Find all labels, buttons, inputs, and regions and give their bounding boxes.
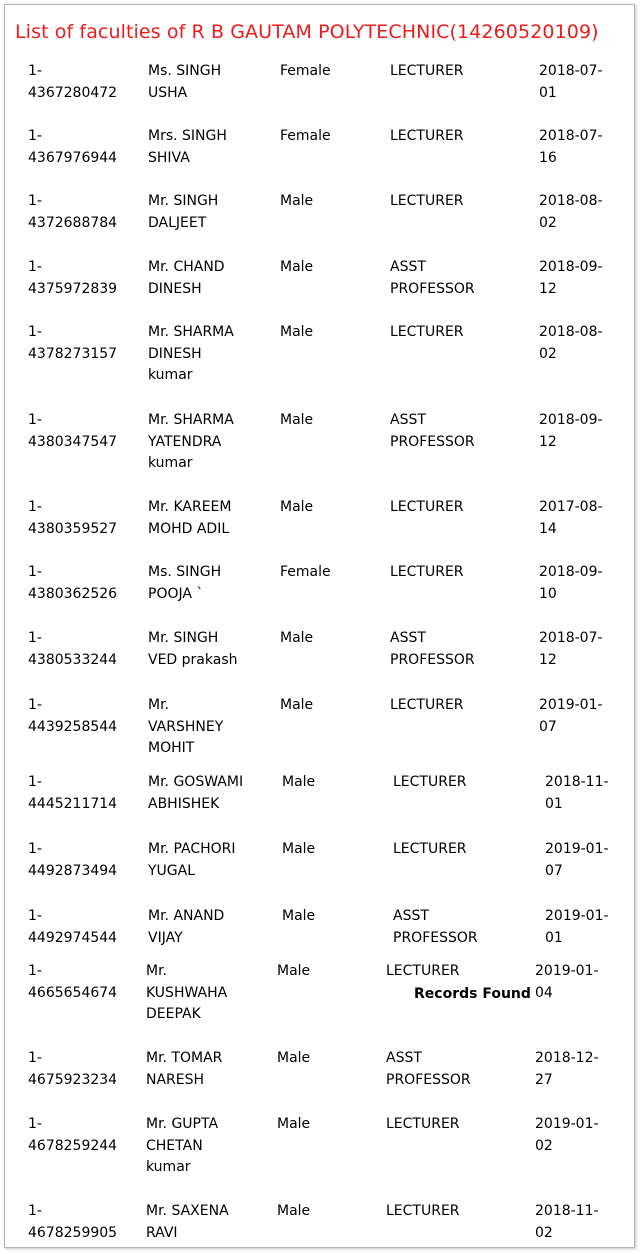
faculty-gender: Male bbox=[277, 1050, 311, 1066]
faculty-join-date: 2019-01- 07 bbox=[545, 841, 609, 879]
faculty-designation: LECTURER bbox=[386, 963, 460, 979]
faculty-id: 1- 4378273157 bbox=[28, 324, 118, 362]
faculty-gender: Male bbox=[280, 259, 314, 275]
faculty-name: Mr. GUPTA CHETAN kumar bbox=[146, 1116, 219, 1176]
faculty-gender: Male bbox=[280, 499, 314, 515]
faculty-designation: ASST PROFESSOR bbox=[390, 259, 475, 297]
faculty-name: Mr. GOSWAMI ABHISHEK bbox=[148, 774, 244, 812]
faculty-id: 1- 4492974544 bbox=[28, 908, 118, 946]
faculty-id: 1- 4367280472 bbox=[28, 63, 118, 101]
faculty-gender: Male bbox=[277, 1116, 311, 1132]
faculty-designation: LECTURER bbox=[393, 841, 467, 857]
faculty-designation: ASST PROFESSOR bbox=[393, 908, 478, 946]
faculty-id: 1- 4675923234 bbox=[28, 1050, 118, 1088]
faculty-gender: Male bbox=[280, 630, 314, 646]
faculty-gender: Male bbox=[282, 841, 316, 857]
faculty-id: 1- 4445211714 bbox=[28, 774, 118, 812]
faculty-id: 1- 4665654674 bbox=[28, 963, 118, 1001]
faculty-name: Mr. TOMAR NARESH bbox=[146, 1050, 223, 1088]
faculty-id: 1- 4372688784 bbox=[28, 193, 118, 231]
faculty-gender: Male bbox=[280, 697, 314, 713]
faculty-name: Mr. SINGH DALJEET bbox=[148, 193, 219, 231]
faculty-id: 1- 4367976944 bbox=[28, 128, 118, 166]
faculty-join-date: 2018-07- 12 bbox=[539, 630, 603, 668]
faculty-name: Mr. SAXENA RAVI bbox=[146, 1203, 229, 1241]
faculty-gender: Male bbox=[280, 324, 314, 340]
faculty-id: 1- 4439258544 bbox=[28, 697, 118, 735]
faculty-name: Ms. SINGH POOJA ` bbox=[148, 564, 222, 602]
faculty-join-date: 2018-12- 27 bbox=[535, 1050, 599, 1088]
faculty-designation: LECTURER bbox=[386, 1116, 460, 1132]
faculty-name: Mr. ANAND VIJAY bbox=[148, 908, 225, 946]
faculty-designation: LECTURER bbox=[390, 499, 464, 515]
faculty-name: Mr. KUSHWAHA DEEPAK bbox=[146, 963, 228, 1023]
faculty-join-date: 2018-09- 12 bbox=[539, 259, 603, 297]
faculty-name: Mr. SINGH VED prakash bbox=[148, 630, 238, 668]
faculty-id: 1- 4380347547 bbox=[28, 412, 118, 450]
faculty-designation: LECTURER bbox=[386, 1203, 460, 1219]
faculty-designation: LECTURER bbox=[393, 774, 467, 790]
faculty-designation: LECTURER bbox=[390, 564, 464, 580]
faculty-join-date: 2019-01- 01 bbox=[545, 908, 609, 946]
faculty-join-date: 2018-09- 10 bbox=[539, 564, 603, 602]
faculty-join-date: 2019-01- 04 bbox=[535, 963, 599, 1001]
faculty-join-date: 2018-11- 02 bbox=[535, 1203, 599, 1241]
faculty-gender: Male bbox=[277, 963, 311, 979]
faculty-join-date: 2018-08- 02 bbox=[539, 324, 603, 362]
faculty-join-date: 2017-08- 14 bbox=[539, 499, 603, 537]
faculty-join-date: 2019-01- 02 bbox=[535, 1116, 599, 1154]
faculty-name: Mr. VARSHNEY MOHIT bbox=[148, 697, 224, 757]
faculty-id: 1- 4492873494 bbox=[28, 841, 118, 879]
faculty-join-date: 2019-01- 07 bbox=[539, 697, 603, 735]
faculty-gender: Female bbox=[280, 564, 331, 580]
faculty-name: Mr. SHARMA DINESH kumar bbox=[148, 324, 234, 384]
faculty-gender: Male bbox=[277, 1203, 311, 1219]
faculty-id: 1- 4380362526 bbox=[28, 564, 118, 602]
faculty-gender: Female bbox=[280, 63, 331, 79]
faculty-id: 1- 4678259244 bbox=[28, 1116, 118, 1154]
faculty-gender: Female bbox=[280, 128, 331, 144]
faculty-designation: ASST PROFESSOR bbox=[386, 1050, 471, 1088]
faculty-designation: LECTURER bbox=[390, 63, 464, 79]
faculty-designation: LECTURER bbox=[390, 128, 464, 144]
page-title: List of faculties of R B GAUTAM POLYTECHNIC(14260520109) bbox=[15, 21, 599, 43]
faculty-name: Mr. PACHORI YUGAL bbox=[148, 841, 236, 879]
faculty-name: Mr. KAREEM MOHD ADIL bbox=[148, 499, 232, 537]
faculty-gender: Male bbox=[280, 193, 314, 209]
faculty-join-date: 2018-09- 12 bbox=[539, 412, 603, 450]
faculty-id: 1- 4380359527 bbox=[28, 499, 118, 537]
faculty-name: Ms. SINGH USHA bbox=[148, 63, 222, 101]
faculty-join-date: 2018-07- 16 bbox=[539, 128, 603, 166]
faculty-id: 1- 4678259905 bbox=[28, 1203, 118, 1241]
faculty-designation: LECTURER bbox=[390, 193, 464, 209]
faculty-name: Mr. CHAND DINESH bbox=[148, 259, 225, 297]
faculty-designation: LECTURER bbox=[390, 324, 464, 340]
faculty-gender: Male bbox=[280, 412, 314, 428]
faculty-gender: Male bbox=[282, 774, 316, 790]
faculty-id: 1- 4375972839 bbox=[28, 259, 118, 297]
faculty-join-date: 2018-11- 01 bbox=[545, 774, 609, 812]
faculty-id: 1- 4380533244 bbox=[28, 630, 118, 668]
faculty-join-date: 2018-07- 01 bbox=[539, 63, 603, 101]
faculty-gender: Male bbox=[282, 908, 316, 924]
faculty-designation: ASST PROFESSOR bbox=[390, 412, 475, 450]
records-found-label: Records Found bbox=[414, 986, 531, 1002]
faculty-join-date: 2018-08- 02 bbox=[539, 193, 603, 231]
faculty-designation: ASST PROFESSOR bbox=[390, 630, 475, 668]
faculty-name: Mr. SHARMA YATENDRA kumar bbox=[148, 412, 234, 472]
faculty-designation: LECTURER bbox=[390, 697, 464, 713]
faculty-name: Mrs. SINGH SHIVA bbox=[148, 128, 227, 166]
